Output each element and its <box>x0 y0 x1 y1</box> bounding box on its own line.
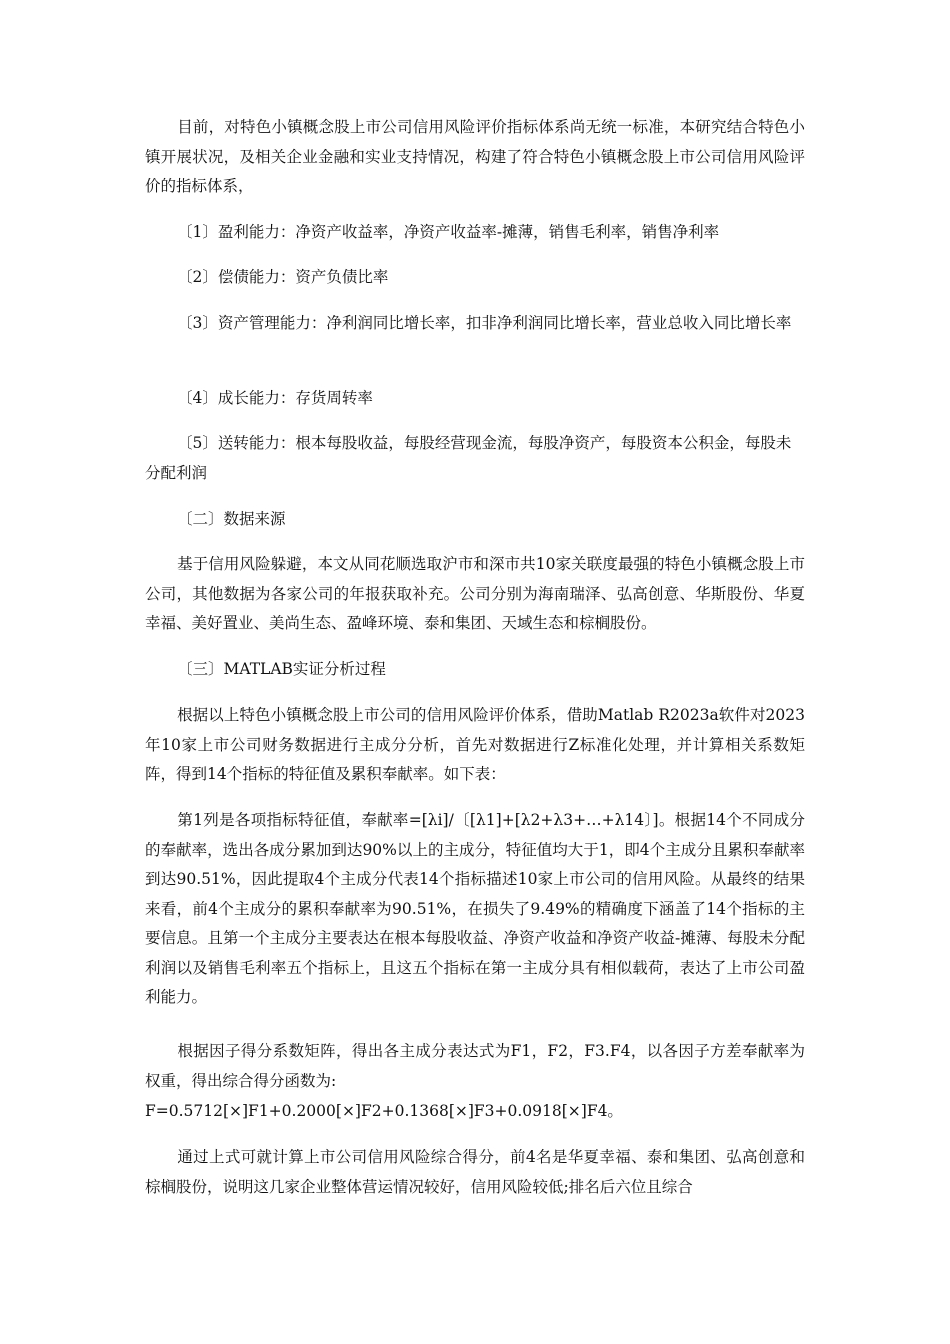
item-number: 〔5〕 <box>177 434 218 452</box>
formula: F=0.5712[×]F1+0.2000[×]F2+0.1368[×]F3+0.0918[×]F4。 <box>145 1102 623 1120</box>
list-item <box>145 263 805 293</box>
item-text: 资产管理能力：净利润同比增长率，扣非净利润同比增长率，营业总收入同比增长率 <box>217 314 792 332</box>
list-item <box>145 384 805 414</box>
item-text: 盈利能力：净资产收益率，净资产收益率-摊薄，销售毛利率，销售净利率 <box>217 223 720 241</box>
item-number: 〔4〕 <box>177 389 218 407</box>
item-text: 成长能力：存货周转率 <box>217 389 373 407</box>
list-item <box>145 218 805 248</box>
item-text: 送转能力：根本每股收益，每股经营现金流，每股净资产，每股资本公积金，每股未分配利润 <box>145 434 792 482</box>
paragraph-eigenvalues <box>145 806 805 1013</box>
paragraph-score-function <box>145 1037 805 1096</box>
paragraph-text: 通过上式可就计算上市公司信用风险综合得分，前4名是华夏幸福、泰和集团、弘高创意和棕榈股份，说明这几家企业整体营运情况较好，信用风险较低;排名后六位且综合 <box>145 1148 805 1196</box>
paragraph-matlab <box>145 701 805 790</box>
item-text: 偿债能力：资产负债比率 <box>217 268 389 286</box>
item-number: 〔3〕 <box>177 314 218 332</box>
paragraph-text: 第1列是各项指标特征值，奉献率=[λi]/〔[λ1]+[λ2+λ3+…+λ14〕]。根据14个不同成分的奉献率，选出各成分累加到达90%以上的主成分，特征值均大于1，即4个主成分且累积奉献率到达90.51%，因此提取4个主成分代表14个指标描述10家上市公司的信用风险。从最终的结果来看，前4个主成分的累积奉献率为90.51%，在损失了9.49%的精确度下涵盖了14个指标的主要信息。且第一个主成分主要表达在根本每股收益、净资产收益和净资产收益-摊薄、每股未分配利润以及销售毛利率五个指标上，且这五个指标在第一主成分具有相似载荷，表达了上市公司盈利能力。 <box>145 811 805 1006</box>
item-number: 〔1〕 <box>177 223 218 241</box>
paragraph-text: 根据因子得分系数矩阵，得出各主成分表达式为F1，F2，F3.F4，以各因子方差奉献率为权重，得出综合得分函数为: <box>145 1042 805 1090</box>
paragraph-ranking <box>145 1143 805 1202</box>
section-heading-matlab: 〔三〕MATLAB实证分析过程 <box>177 660 386 678</box>
paragraph-index-system <box>145 113 805 202</box>
list-item <box>145 429 805 488</box>
list-item <box>145 309 805 339</box>
item-number: 〔2〕 <box>177 268 218 286</box>
paragraph-text: 目前，对特色小镇概念股上市公司信用风险评价指标体系尚无统一标准，本研究结合特色小镇开展状况，及相关企业金融和实业支持情况，构建了符合特色小镇概念股上市公司信用风险评价的指标体系， <box>145 118 805 195</box>
paragraph-data-source <box>145 550 805 639</box>
paragraph-text: 根据以上特色小镇概念股上市公司的信用风险评价体系，借助Matlab R2023a软件对2023年10家上市公司财务数据进行主成分分析，首先对数据进行Z标准化处理，并计算相关系数矩阵，得到14个指标的特征值及累积奉献率。如下表： <box>145 706 805 783</box>
section-heading-data-source: 〔二〕数据来源 <box>177 510 286 528</box>
paragraph-text: 基于信用风险躲避，本文从同花顺选取沪市和深市共10家关联度最强的特色小镇概念股上市公司，其他数据为各家公司的年报获取补充。公司分别为海南瑞泽、弘高创意、华斯股份、华夏幸福、美好置业、美尚生态、盈峰环境、泰和集团、天域生态和棕榈股份。 <box>145 555 805 632</box>
